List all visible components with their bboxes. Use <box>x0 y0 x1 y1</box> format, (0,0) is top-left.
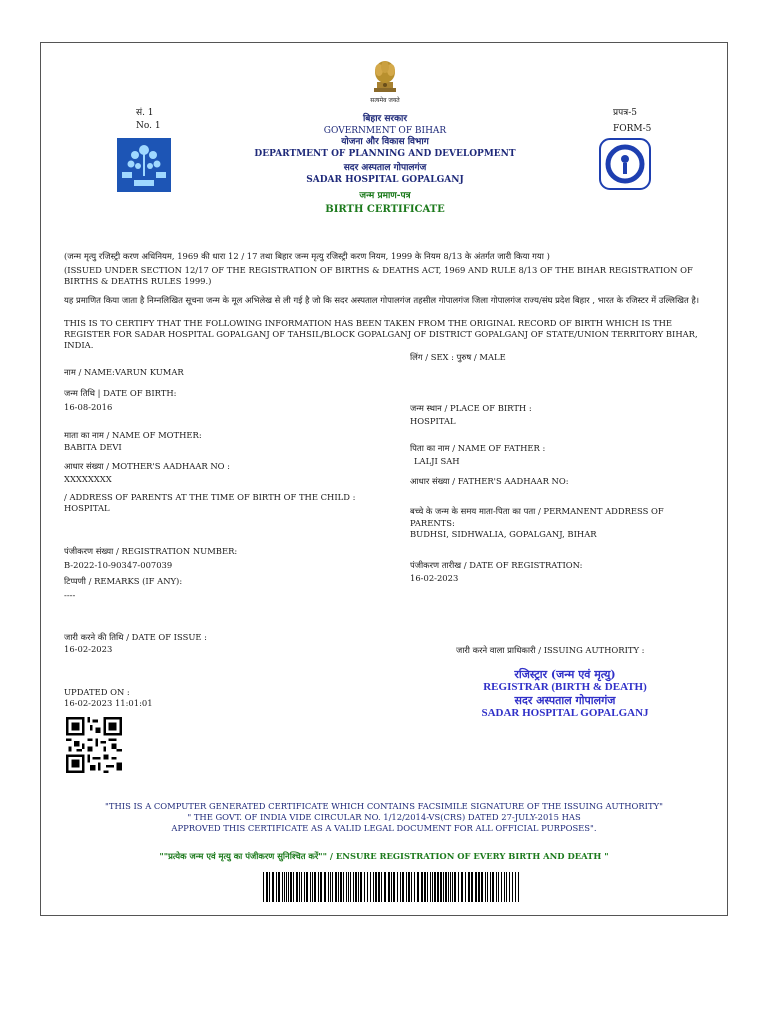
name-value: VARUN KUMAR <box>114 367 184 377</box>
barcode-bar <box>338 872 339 902</box>
barcode-bar <box>314 872 316 902</box>
barcode-bar <box>320 872 322 902</box>
mother-name-value: BABITA DEVI <box>64 442 122 452</box>
serial-en: No. 1 <box>136 121 161 131</box>
barcode-bar <box>490 872 491 902</box>
gov-en: GOVERNMENT OF BIHAR <box>323 125 447 136</box>
barcode-bar <box>414 872 415 902</box>
barcode-bar <box>448 872 449 902</box>
permanent-address-value: BUDHSI, SIDHWALIA, GOPALGANJ, BIHAR <box>410 529 597 539</box>
dob-label: जन्म तिथि | DATE OF BIRTH: <box>64 388 177 398</box>
barcode-bar <box>445 872 447 902</box>
birth-address-label: / ADDRESS OF PARENTS AT THE TIME OF BIRTH OF THE CHILD : <box>64 492 356 502</box>
certify-statement-en: THIS IS TO CERTIFY THAT THE FOLLOWING INFORMATION HAS BEEN TAKEN FROM THE ORIGINAL RECORD OF BIRTH WHICH IS THE REGISTER FOR SADAR HOSPITAL GOPALGANJ OF TAHSIL/BLOCK GOPALGANJ OF DISTRICT GOPALGANJ OF STATE/UNION TERRITORY BIHAR, INDIA. <box>64 318 698 350</box>
mother-aadhaar-label: आधार संख्या / MOTHER'S AADHAAR NO : <box>64 461 231 471</box>
updated-on-label: UPDATED ON : <box>64 687 130 697</box>
barcode-bar <box>501 872 502 902</box>
barcode-bar <box>324 872 326 902</box>
barcode-bar <box>411 872 412 902</box>
issued-under-en: (ISSUED UNDER SECTION 12/17 OF THE REGISTRATION OF BIRTHS & DEATHS ACT, 1969 AND RULE 8/13 OF THE BIHAR REGISTRATION OF BIRTHS & DEATHS RULES 1999.) <box>64 265 693 286</box>
barcode-bar <box>290 872 292 902</box>
barcode-bar <box>432 872 433 902</box>
barcode-bar <box>346 872 347 902</box>
barcode-bar <box>272 872 274 902</box>
barcode-bar <box>299 872 300 902</box>
father-name-value: LALJI SAH <box>414 456 460 466</box>
registrar-hospital-hi: सदर अस्पताल गोपालगंज <box>514 694 616 707</box>
barcode-bar <box>465 872 466 902</box>
barcode-bar <box>350 872 351 902</box>
barcode-bar <box>296 872 298 902</box>
barcode-bar <box>454 872 456 902</box>
barcode-bar <box>332 872 333 902</box>
barcode-bar <box>443 872 444 902</box>
barcode-bar <box>391 872 392 902</box>
barcode-bar <box>487 872 488 902</box>
barcode-bar <box>312 872 313 902</box>
form-hi: प्रपत्र-5 <box>613 108 637 118</box>
barcode-bar <box>304 872 305 902</box>
barcode-bar <box>506 872 507 902</box>
child-name-field <box>64 367 184 378</box>
barcode-bar <box>353 872 354 902</box>
barcode-bar <box>518 872 519 902</box>
barcode-bar <box>343 872 344 902</box>
barcode-bar <box>471 872 473 902</box>
barcode-bar <box>434 872 436 902</box>
barcode-bar <box>328 872 329 902</box>
barcode-bar <box>293 872 294 902</box>
form-en: FORM-5 <box>613 124 652 134</box>
barcode-bar <box>286 872 287 902</box>
footer-note-1: "THIS IS A COMPUTER GENERATED CERTIFICATE WHICH CONTAINS FACSIMILE SIGNATURE OF THE ISSUING AUTHORITY" <box>105 801 663 811</box>
barcode-bar <box>330 872 331 902</box>
certify-statement-hi: यह प्रमाणित किया जाता है निम्नलिखित सूचना जन्म के मूल अभिलेख से ली गई है जो कि सदर अस्पताल गोपालगंज तहसील गोपालगंज जिला गोपालगंज राज्य/संघ प्रदेश बिहार , भारत के रजिस्टर में उल्लिखित है। <box>64 295 700 305</box>
barcode <box>263 872 521 902</box>
barcode-bar <box>378 872 380 902</box>
registration-logo-icon <box>599 138 651 190</box>
serial-hi: सं. 1 <box>136 108 154 118</box>
barcode-bar <box>478 872 480 902</box>
barcode-bar <box>461 872 463 902</box>
permanent-address-label-2: PARENTS: <box>410 518 455 528</box>
pob-value: HOSPITAL <box>410 416 456 426</box>
ensure-registration-slogan: ""प्रत्येक जन्म एवं मृत्यु का पंजीकरण सुनिश्चित करें"" / ENSURE REGISTRATION OF EVERY BIRTH AND DEATH " <box>159 851 609 861</box>
barcode-bar <box>408 872 410 902</box>
issue-date-label: जारी करने की तिथि / DATE OF ISSUE : <box>64 632 207 642</box>
barcode-bar <box>375 872 377 902</box>
barcode-bar <box>370 872 371 902</box>
barcode-bar <box>452 872 453 902</box>
dept-en: DEPARTMENT OF PLANNING AND DEVELOPMENT <box>254 148 516 159</box>
registrar-line-en: REGISTRAR (BIRTH & DEATH) <box>483 681 647 693</box>
ashoka-emblem-icon <box>370 58 400 94</box>
barcode-bar <box>276 872 277 902</box>
barcode-bar <box>509 872 510 902</box>
barcode-bar <box>393 872 395 902</box>
birth-address-value: HOSPITAL <box>64 503 110 513</box>
barcode-bar <box>373 872 374 902</box>
barcode-bar <box>318 872 319 902</box>
issuing-authority-label: जारी करने वाला प्राधिकारी / ISSUING AUTHORITY : <box>456 645 645 655</box>
barcode-bar <box>340 872 342 902</box>
barcode-bar <box>424 872 426 902</box>
barcode-bar <box>364 872 365 902</box>
barcode-bar <box>485 872 486 902</box>
barcode-bar <box>284 872 285 902</box>
barcode-bar <box>335 872 337 902</box>
registration-number-value: B-2022-10-90347-007039 <box>64 560 173 570</box>
barcode-bar <box>515 872 516 902</box>
issue-date-value: 16-02-2023 <box>64 644 113 654</box>
barcode-bar <box>400 872 401 902</box>
barcode-bar <box>498 872 499 902</box>
barcode-bar <box>269 872 270 902</box>
barcode-bar <box>397 872 398 902</box>
barcode-bar <box>381 872 382 902</box>
barcode-bar <box>458 872 459 902</box>
barcode-bar <box>306 872 308 902</box>
barcode-bar <box>475 872 477 902</box>
barcode-bar <box>406 872 407 902</box>
barcode-bar <box>384 872 386 902</box>
barcode-bar <box>355 872 357 902</box>
barcode-bar <box>417 872 419 902</box>
barcode-bar <box>427 872 428 902</box>
registrar-hospital-en: SADAR HOSPITAL GOPALGANJ <box>481 707 649 719</box>
barcode-bar <box>360 872 362 902</box>
hospital-hi: सदर अस्पताल गोपालगंज <box>343 163 427 173</box>
registration-date-value: 16-02-2023 <box>410 573 459 583</box>
barcode-bar <box>440 872 442 902</box>
barcode-bar <box>263 872 264 902</box>
registration-number-label: पंजीकरण संख्या / REGISTRATION NUMBER: <box>64 546 238 556</box>
father-name-label: पिता का नाम / NAME OF FATHER : <box>410 443 546 453</box>
barcode-bar <box>278 872 280 902</box>
barcode-bar <box>421 872 423 902</box>
footer-note-2: " THE GOVT. OF INDIA VIDE CIRCULAR NO. 1/12/2014-VS(CRS) DATED 27-JULY-2015 HAS <box>187 812 581 822</box>
barcode-bar <box>348 872 349 902</box>
barcode-bar <box>266 872 268 902</box>
barcode-bar <box>367 872 368 902</box>
updated-on-value: 16-02-2023 11:01:01 <box>64 698 153 708</box>
registrar-signature <box>440 668 690 720</box>
permanent-address-label: बच्चे के जन्म के समय माता-पिता का पता / PERMANENT ADDRESS OF <box>410 506 664 516</box>
gov-hi: बिहार सरकार <box>362 114 408 124</box>
emblem-motto: सत्यमेव जयते <box>370 97 400 104</box>
father-aadhaar-label: आधार संख्या / FATHER'S AADHAAR NO: <box>410 476 569 486</box>
footer-note-3: APPROVED THIS CERTIFICATE AS A VALID LEGAL DOCUMENT FOR ALL OFFICIAL PURPOSES". <box>171 823 597 833</box>
pob-label: जन्म स्थान / PLACE OF BIRTH : <box>410 403 532 413</box>
name-label: नाम / NAME: <box>64 367 115 377</box>
remarks-label: टिप्पणी / REMARKS (IF ANY): <box>64 576 183 586</box>
barcode-bar <box>301 872 302 902</box>
bihar-government-logo-icon <box>117 138 171 192</box>
dob-value: 16-08-2016 <box>64 402 113 412</box>
registrar-line-hi: रजिस्ट्रार (जन्म एवं मृत्यु) <box>514 668 616 681</box>
mother-name-label: माता का नाम / NAME OF MOTHER: <box>64 430 202 440</box>
barcode-bar <box>430 872 431 902</box>
barcode-bar <box>481 872 483 902</box>
issued-under-hi: (जन्म मृत्यु रजिस्ट्री करण अधिनियम, 1969 की धारा 12 / 17 तथा बिहार जन्म मृत्यु रजिस्ट्री करण नियम, 1999 के नियम 8/13 के अंतर्गत जारी किया गया ) <box>64 251 550 261</box>
dept-hi: योजना और विकास विभाग <box>341 137 429 147</box>
barcode-bar <box>496 872 497 902</box>
barcode-bar <box>468 872 470 902</box>
barcode-bar <box>282 872 283 902</box>
barcode-bar <box>358 872 359 902</box>
remarks-value: ---- <box>64 590 76 600</box>
mother-aadhaar-value: XXXXXXXX <box>64 474 112 484</box>
barcode-bar <box>288 872 289 902</box>
cert-title-hi: जन्म प्रमाण-पत्र <box>359 191 411 201</box>
barcode-bar <box>450 872 451 902</box>
cert-title-en: BIRTH CERTIFICATE <box>325 203 445 215</box>
barcode-bar <box>492 872 494 902</box>
registration-date-label: पंजीकरण तारीख / DATE OF REGISTRATION: <box>410 560 583 570</box>
barcode-bar <box>437 872 439 902</box>
barcode-bar <box>512 872 513 902</box>
barcode-bar <box>310 872 311 902</box>
barcode-bar <box>504 872 505 902</box>
barcode-bar <box>388 872 390 902</box>
barcode-bar <box>402 872 404 902</box>
sex-field: लिंग / SEX : पुरुष / MALE <box>410 352 506 362</box>
hospital-en: SADAR HOSPITAL GOPALGANJ <box>306 174 464 185</box>
qr-code <box>66 717 122 773</box>
